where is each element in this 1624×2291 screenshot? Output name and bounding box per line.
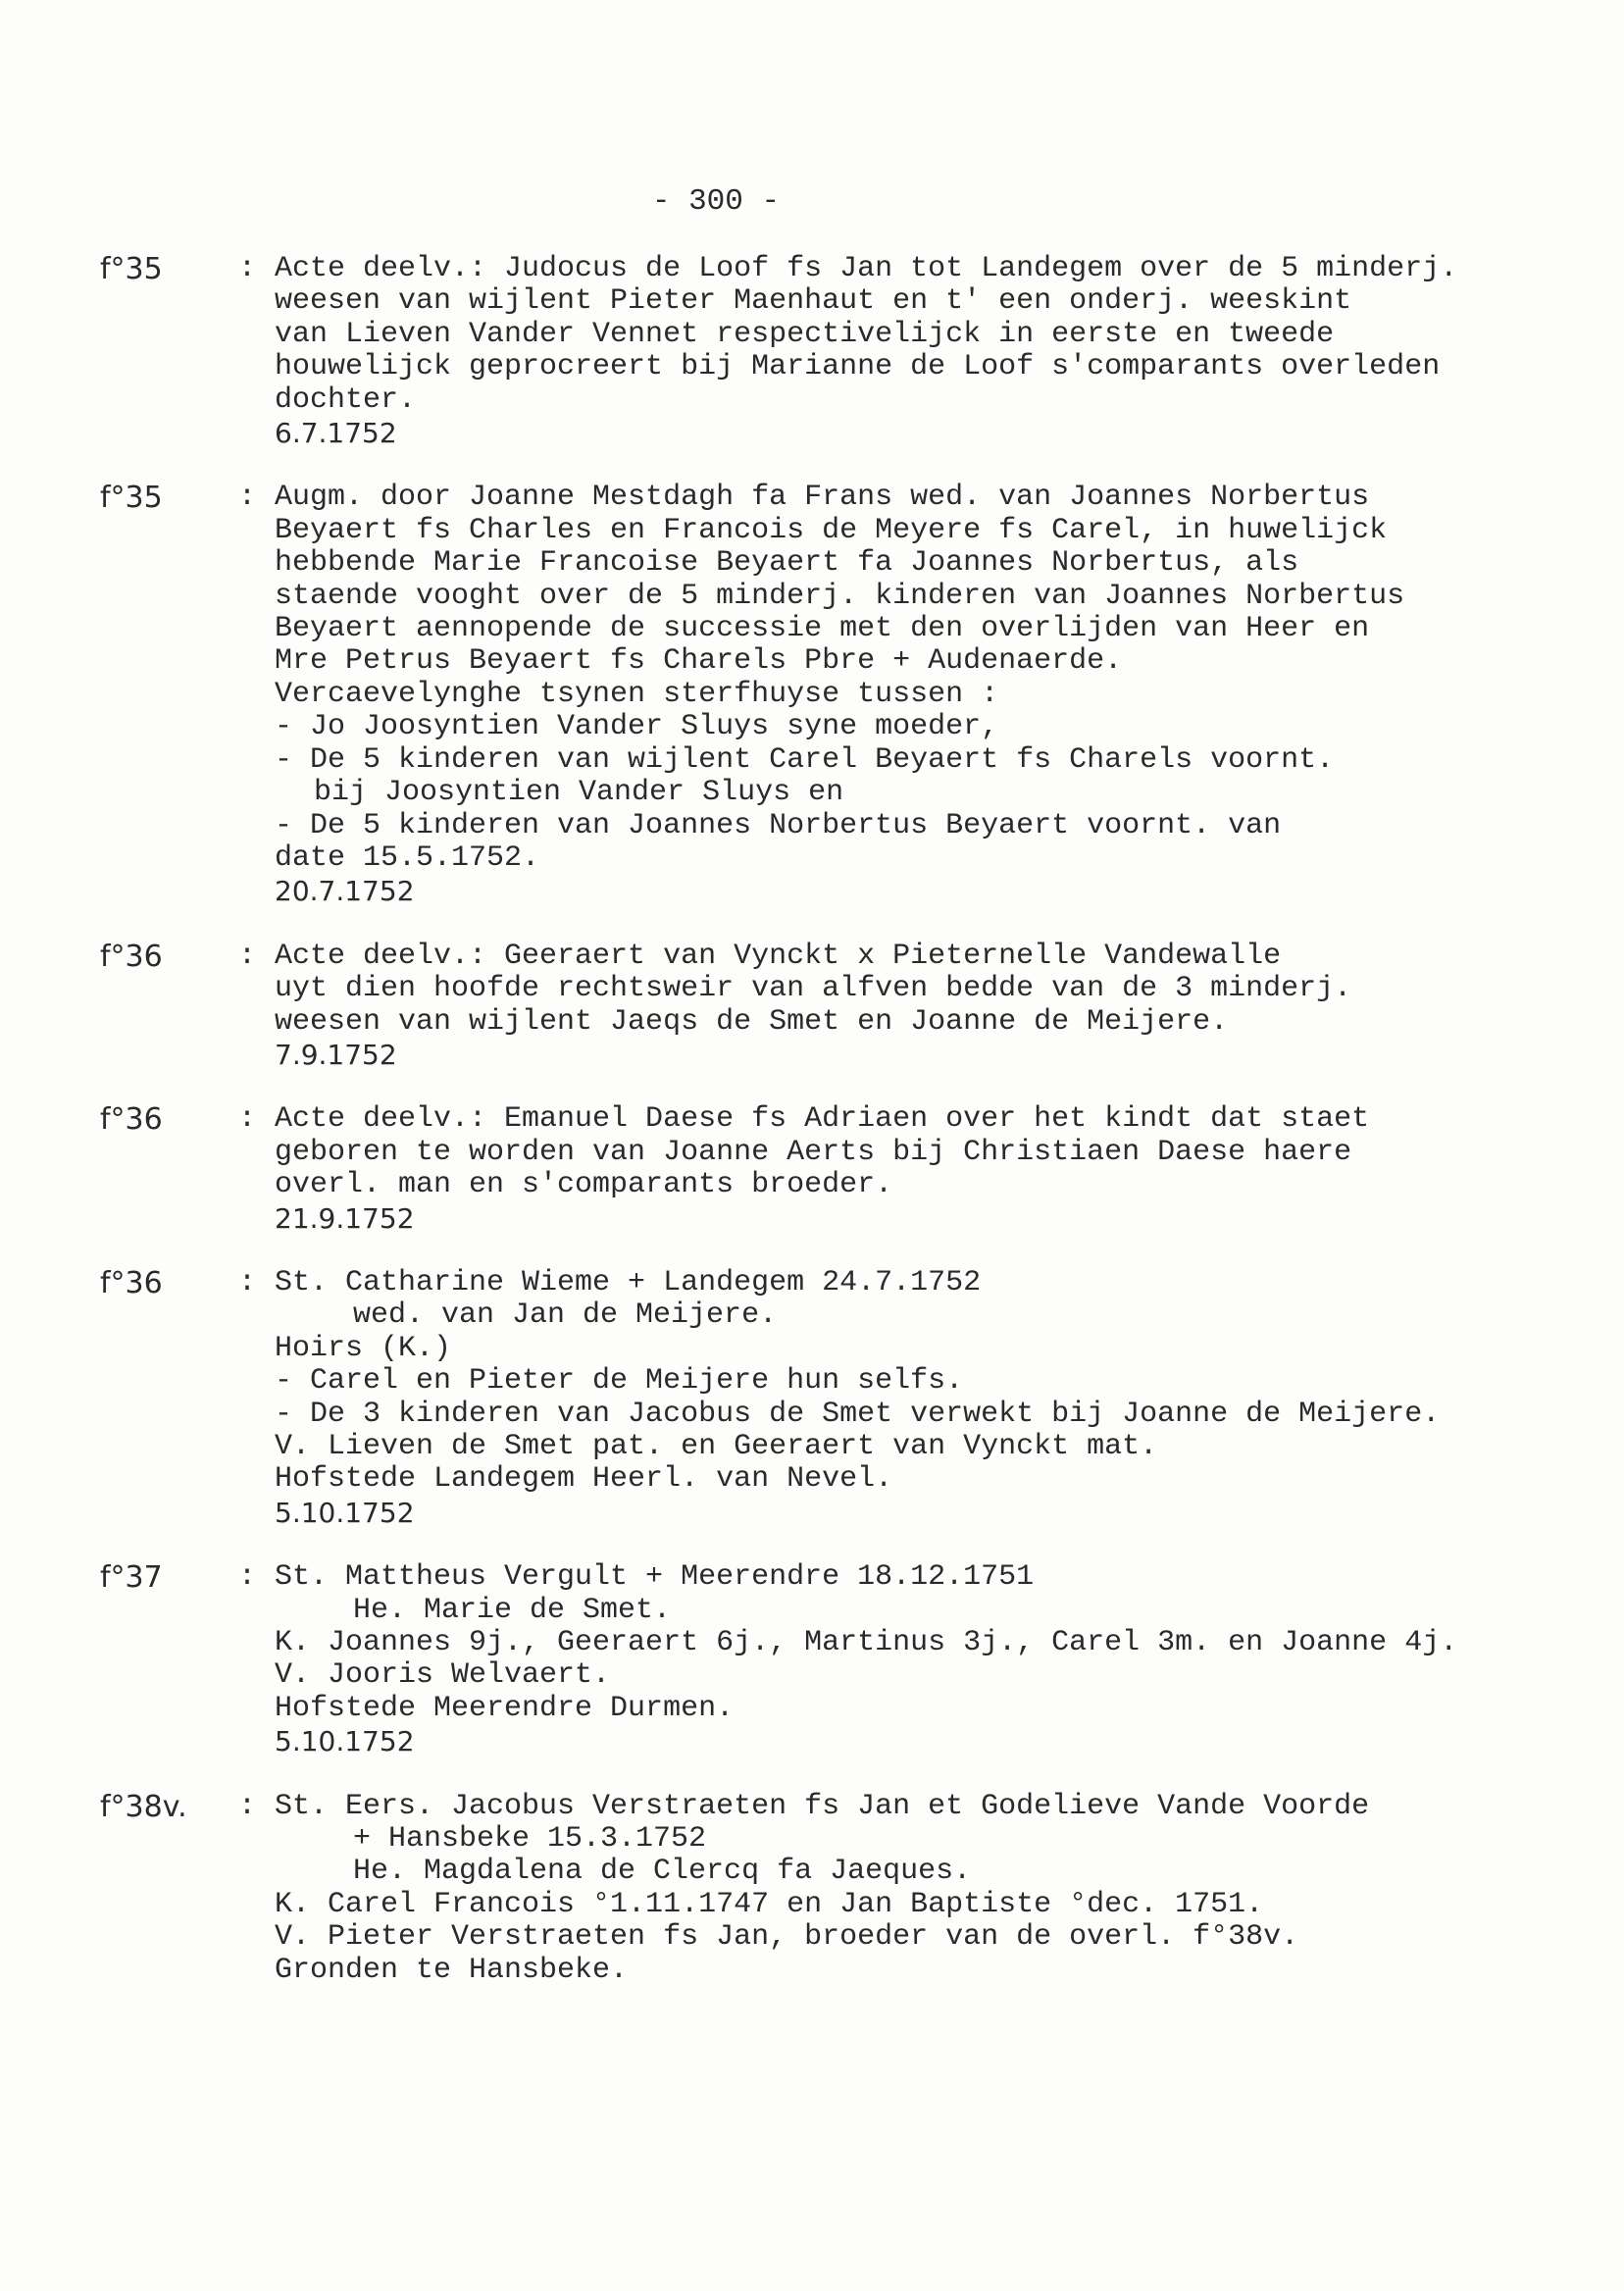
entry-line: St. Catharine Wieme + Landegem 24.7.1752 [275,1265,982,1299]
entry-line: St. Eers. Jacobus Verstraeten fs Jan et Godelieve Vande Voorde [275,1789,1370,1823]
entry-line: Acte deelv.: Judocus de Loof fs Jan tot Landegem over de 5 minderj. [275,252,1458,285]
folio-reference: f°38v. [100,1789,187,1824]
entry-line: He. Marie de Smet. [353,1593,672,1627]
entry-line: geboren te worden van Joanne Aerts bij Christiaen Daese haere [275,1135,1352,1169]
entry-line: Mre Petrus Beyaert fs Charels Pbre + Audenaerde. [275,644,1123,679]
folio-reference: f°36 [100,1102,163,1138]
entry [0,1791,1624,1987]
colon-separator: : [238,1265,257,1299]
entry-date: 5.10.1752 [275,1496,415,1529]
colon-separator: : [238,1560,257,1595]
entry-date: 21.9.1752 [275,1201,415,1235]
colon-separator: : [238,1102,257,1137]
entry-line: - De 5 kinderen van wijlent Carel Beyaert fs Charels voornt. [275,742,1335,777]
entry-line: Acte deelv.: Geeraert van Vynckt x Pieternelle Vandewalle [275,939,1282,973]
entry [0,482,1624,907]
colon-separator: : [238,1789,257,1823]
entry-line: - De 3 kinderen van Jacobus de Smet verwekt bij Joanne de Meijere. [275,1397,1441,1431]
entry-date: 7.9.1752 [275,1038,397,1071]
entry-text [275,1791,1624,1987]
entry-line: weesen van wijlent Pieter Maenhaut en t' een onderj. weeskint [275,284,1352,319]
entry [0,253,1624,449]
entry-text [275,1103,1624,1235]
entry-line: K. Carel Francois °1.11.1747 en Jan Baptiste °dec. 1751. [275,1887,1264,1921]
entry [0,941,1624,1072]
entry-line: + Hansbeke 15.3.1752 [353,1822,707,1857]
folio-reference: f°35 [100,481,163,516]
folio-reference: f°35 [100,252,163,286]
entry-line: overl. man en s'comparants broeder. [275,1168,893,1202]
entry-text [275,253,1624,449]
entry-line: staende vooght over de 5 minderj. kinderen van Joannes Norbertus [275,579,1405,613]
entry-line: - De 5 kinderen van Joannes Norbertus Beyaert voornt. van [275,808,1282,842]
entry-text [275,941,1624,1072]
entry-text [275,1267,1624,1529]
colon-separator: : [238,252,257,285]
colon-separator: : [238,481,257,515]
entry-date: 5.10.1752 [275,1725,415,1758]
entry-line: Acte deelv.: Emanuel Daese fs Adriaen over het kindt dat staet [275,1102,1370,1137]
entry-line: bij Joosyntien Vander Sluys en [314,776,844,810]
entry-line: uyt dien hoofde rechtsweir van alfven bedde van de 3 minderj. [275,972,1352,1006]
colon-separator: : [238,939,257,973]
entry-line: Hofstede Landegem Heerl. van Nevel. [275,1462,893,1497]
folio-reference: f°36 [100,1265,163,1300]
entry-text [275,482,1624,907]
entry [0,1561,1624,1757]
folio-reference: f°36 [100,939,163,974]
entry-line: St. Mattheus Vergult + Meerendre 18.12.1751 [275,1560,1035,1595]
entry-line: - Carel en Pieter de Meijere hun selfs. [275,1364,964,1399]
entry [0,1103,1624,1235]
entry-line: Gronden te Hansbeke. [275,1953,629,1987]
entry-line: dochter. [275,382,417,417]
entry-line: wed. van Jan de Meijere. [353,1298,778,1333]
entry-line: V. Jooris Welvaert. [275,1658,611,1693]
entry-line: weesen van wijlent Jaeqs de Smet en Joanne de Meijere. [275,1004,1229,1039]
page-number: - 300 - [651,184,781,219]
entry-line: date 15.5.1752. [275,840,540,875]
entry-line: van Lieven Vander Vennet respectivelijck in eerste en tweede [275,317,1335,351]
entry [0,1267,1624,1529]
entry-text [275,1561,1624,1757]
entry-line: houwelijck geprocreert bij Marianne de Loof s'comparants overleden [275,350,1441,384]
entries-list [0,253,1624,2019]
entry-line: Hofstede Meerendre Durmen. [275,1691,735,1725]
entry-line: He. Magdalena de Clercq fa Jaeques. [353,1855,972,1889]
entry-line: V. Lieven de Smet pat. en Geeraert van Vynckt mat. [275,1430,1158,1463]
entry-date: 6.7.1752 [275,417,397,450]
entry-line: V. Pieter Verstraeten fs Jan, broeder van de overl. f°38v. [275,1920,1299,1955]
entry-line: Vercaevelynghe tsynen sterfhuyse tussen : [275,677,999,711]
entry-date: 20.7.1752 [275,875,415,908]
entry-line: K. Joannes 9j., Geeraert 6j., Martinus 3j., Carel 3m. en Joanne 4j. [275,1626,1458,1660]
entry-line: Beyaert fs Charles en Francois de Meyere fs Carel, in huwelijck [275,513,1388,547]
entry-line: Beyaert aennopende de successie met den overlijden van Heer en [275,612,1370,646]
entry-line: Hoirs (K.) [275,1331,452,1365]
entry-line: Augm. door Joanne Mestdagh fa Frans wed. van Joannes Norbertus [275,481,1370,515]
folio-reference: f°37 [100,1560,163,1596]
entry-line: - Jo Joosyntien Vander Sluys syne moeder, [275,710,999,744]
entry-line: hebbende Marie Francoise Beyaert fa Joannes Norbertus, als [275,546,1299,581]
